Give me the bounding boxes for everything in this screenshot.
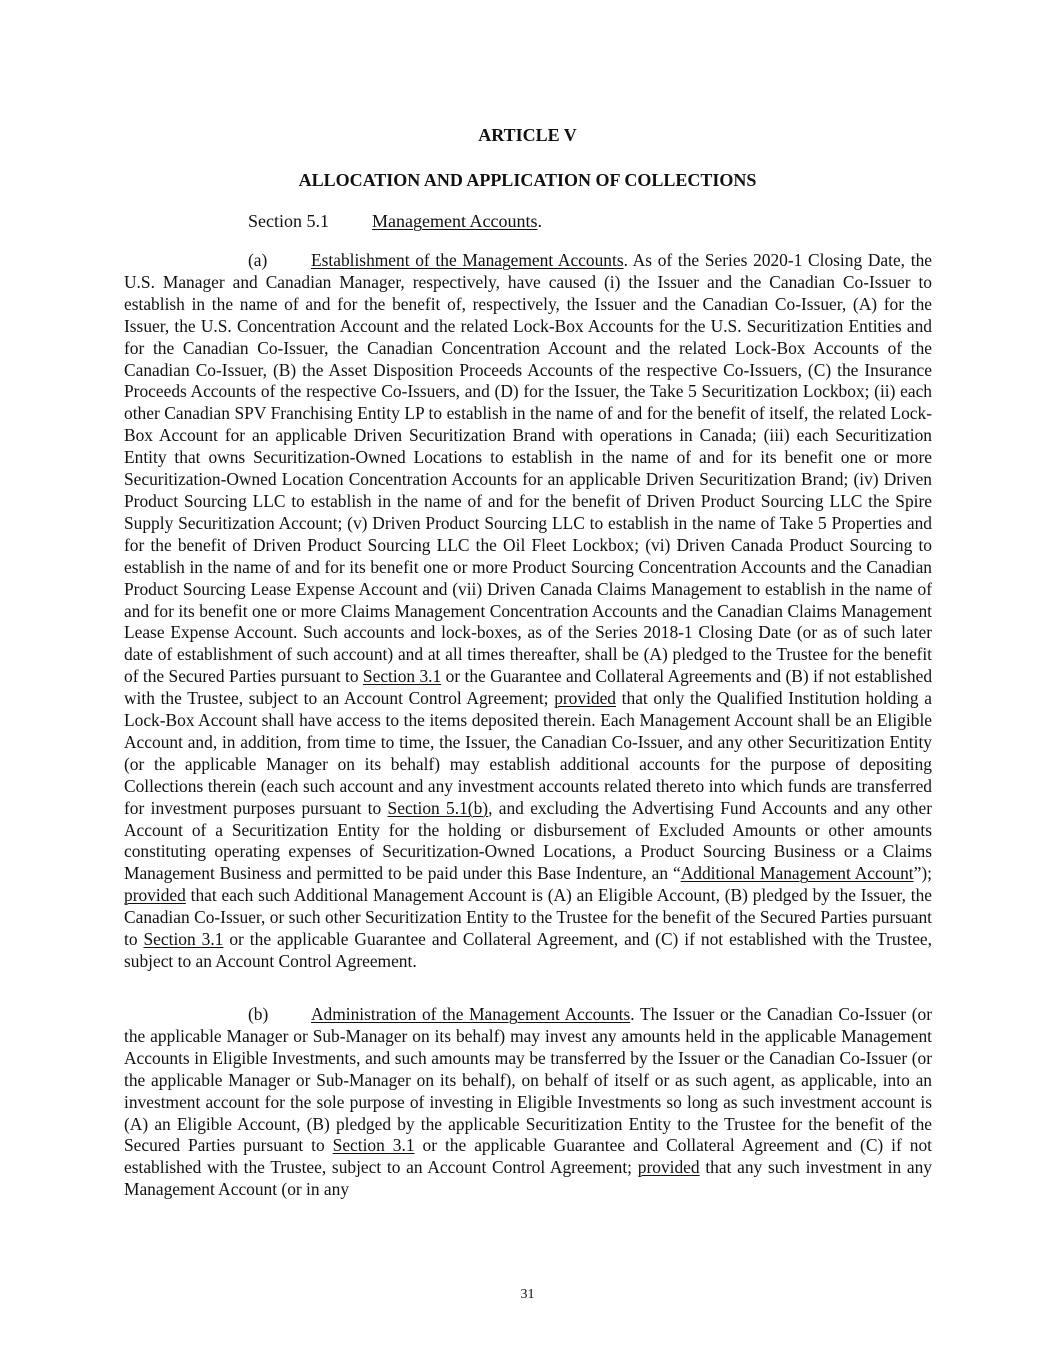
provided-term: provided [124,885,186,906]
provided-term: provided [554,688,617,709]
section-title: Management Accounts [372,211,538,231]
paragraph-b-text-2: or the applicable Guarantee and Collateral Agreement and (C) if not established with the Trustee, subject to an Account Control Agreement; [124,1135,933,1178]
paragraph-a-text-2: or the Guarantee and Collateral Agreements and (B) if not established with the Trustee, subject to an Account Control Agreement; [124,666,933,709]
paragraph-a-heading: Establishment of the Management Accounts [311,250,624,270]
paragraph-b-text-3: that any such investment in any Management Account (or in any [124,1157,933,1200]
paragraph-a-text-7: or the applicable Guarantee and Collateral Agreement, and (C) if not established with the Trustee, subject to an Account Control Agreement. [124,929,932,971]
section-5-1-b-reference: Section 5.1(b) [387,797,489,818]
paragraph-a [124,250,932,973]
paragraph-b-heading: Administration of the Management Accounts [311,1004,631,1024]
section-heading [248,210,542,232]
article-title: ARTICLE V [478,125,577,145]
paragraph-a-text-1: . As of the Series 2020-1 Closing Date, the U.S. Manager and Canadian Manager, respectively, have caused (i) the Issuer and the Canadian Co-Issuer to establish in the name of and for the benefit of, respectively, the Issuer and the Canadian Co-Issuer, (A) for the Issuer, the U.S. Concentration Account and the related Lock-Box Accounts for the U.S. Securitization Entities and for the Canadian Co-Issuer, the Canadian Concentration Account and the related Lock-Box Accounts of the Canadian Co-Issuer, (B) the Asset Disposition Proceeds Accounts of the respective Co-Issuers, (C) the Insurance Proceeds Accounts of the respective Co-Issuers, and (D) for the Issuer, the Take 5 Securitization Lockbox; (ii) each other Canadian SPV Franchising Entity LP to establish in the name of and for the benefit of itself, the related Lock-Box Account for an applicable Driven Securitization Brand with operations in Canada; (iii) each Securitization Entity that owns Securitization-Owned Locations to establish in the name of and for its benefit one or more Securitization-Owned Location Concentration Accounts for an applicable Driven Securitization Brand; (iv) Driven Product Sourcing LLC to establish in the name of and for the benefit of Driven Product Sourcing LLC the Spire Supply Securitization Account; (v) Driven Product Sourcing LLC to establish in the name of Take 5 Properties and for the benefit of Driven Product Sourcing LLC the Oil Fleet Lockbox; (vi) Driven Canada Product Sourcing to establish in the name of and for its benefit one or more Product Sourcing Concentration Accounts and the Canadian Product Sourcing Lease Expense Account and (vii) Driven Canada Claims Management to establish in the name of and for its benefit one or more Claims Management Concentration Accounts and the Canadian Claims Management Lease Expense Account. Such accounts and lock-boxes, as of the Series 2018-1 Closing Date (or as of such later date of establishment of such account) and at all times thereafter, shall be (A) pledged to the Trustee for the benefit of the Secured Parties pursuant to [124,250,932,687]
paragraph-a-text-4: , and excluding the Advertising Fund Accounts and any other Account of a Securitization Entity for the holding or disbursement of Excluded Amounts or other amounts constituting operating expenses of Securitization-Owned Locations, a Product Sourcing Business or a Claims Management Business and permitted to be paid under this Base Indenture, an “ [124,797,933,884]
section-title-punct: . [537,211,542,231]
section-number: Section 5.1 [248,211,329,231]
additional-management-account-term: Additional Management Account [680,863,914,884]
page-number: 31 [520,1287,535,1302]
article-subtitle: ALLOCATION AND APPLICATION OF COLLECTIONS [298,170,757,190]
paragraph-b [124,1004,932,1201]
section-3-1-reference: Section 3.1 [332,1135,415,1156]
section-3-1-reference: Section 3.1 [143,929,224,950]
section-3-1-reference: Section 3.1 [362,666,442,687]
paragraph-b-text-1: . The Issuer or the Canadian Co-Issuer (or the applicable Manager or Sub-Manager on its behalf) may invest any amounts held in the applicable Management Accounts in Eligible Investments, and such amounts may be transferred by the Issuer or the Canadian Co-Issuer (or the applicable Manager or Sub-Manager on its behalf), on behalf of itself or as such agent, as applicable, into an investment account for the sole purpose of investing in Eligible Investments so long as such investment account is (A) an Eligible Account, (B) pledged by the applicable Securitization Entity to the Trustee for the benefit of the Secured Parties pursuant to [124,1004,933,1156]
paragraph-b-marker: (b) [248,1004,269,1024]
paragraph-a-text-5: ”); [913,863,932,884]
provided-term: provided [637,1157,700,1178]
paragraph-a-text-3: that only the Qualified Institution holding a Lock-Box Account shall have access to the items deposited therein. Each Management Account shall be an Eligible Account and, in addition, from time to time, the Issuer, the Canadian Co-Issuer, and any other Securitization Entity (or the applicable Manager on its behalf) may establish additional accounts for the purpose of depositing Collections therein (each such account and any investment accounts related thereto into which funds are transferred for investment purposes pursuant to [124,688,932,818]
paragraph-a-text-6: that each such Additional Management Account is (A) an Eligible Account, (B) pledged by the Issuer, the Canadian Co-Issuer, or such other Securitization Entity to the Trustee for the benefit of the Secured Parties pursuant to [124,885,932,950]
paragraph-a-marker: (a) [248,250,268,270]
